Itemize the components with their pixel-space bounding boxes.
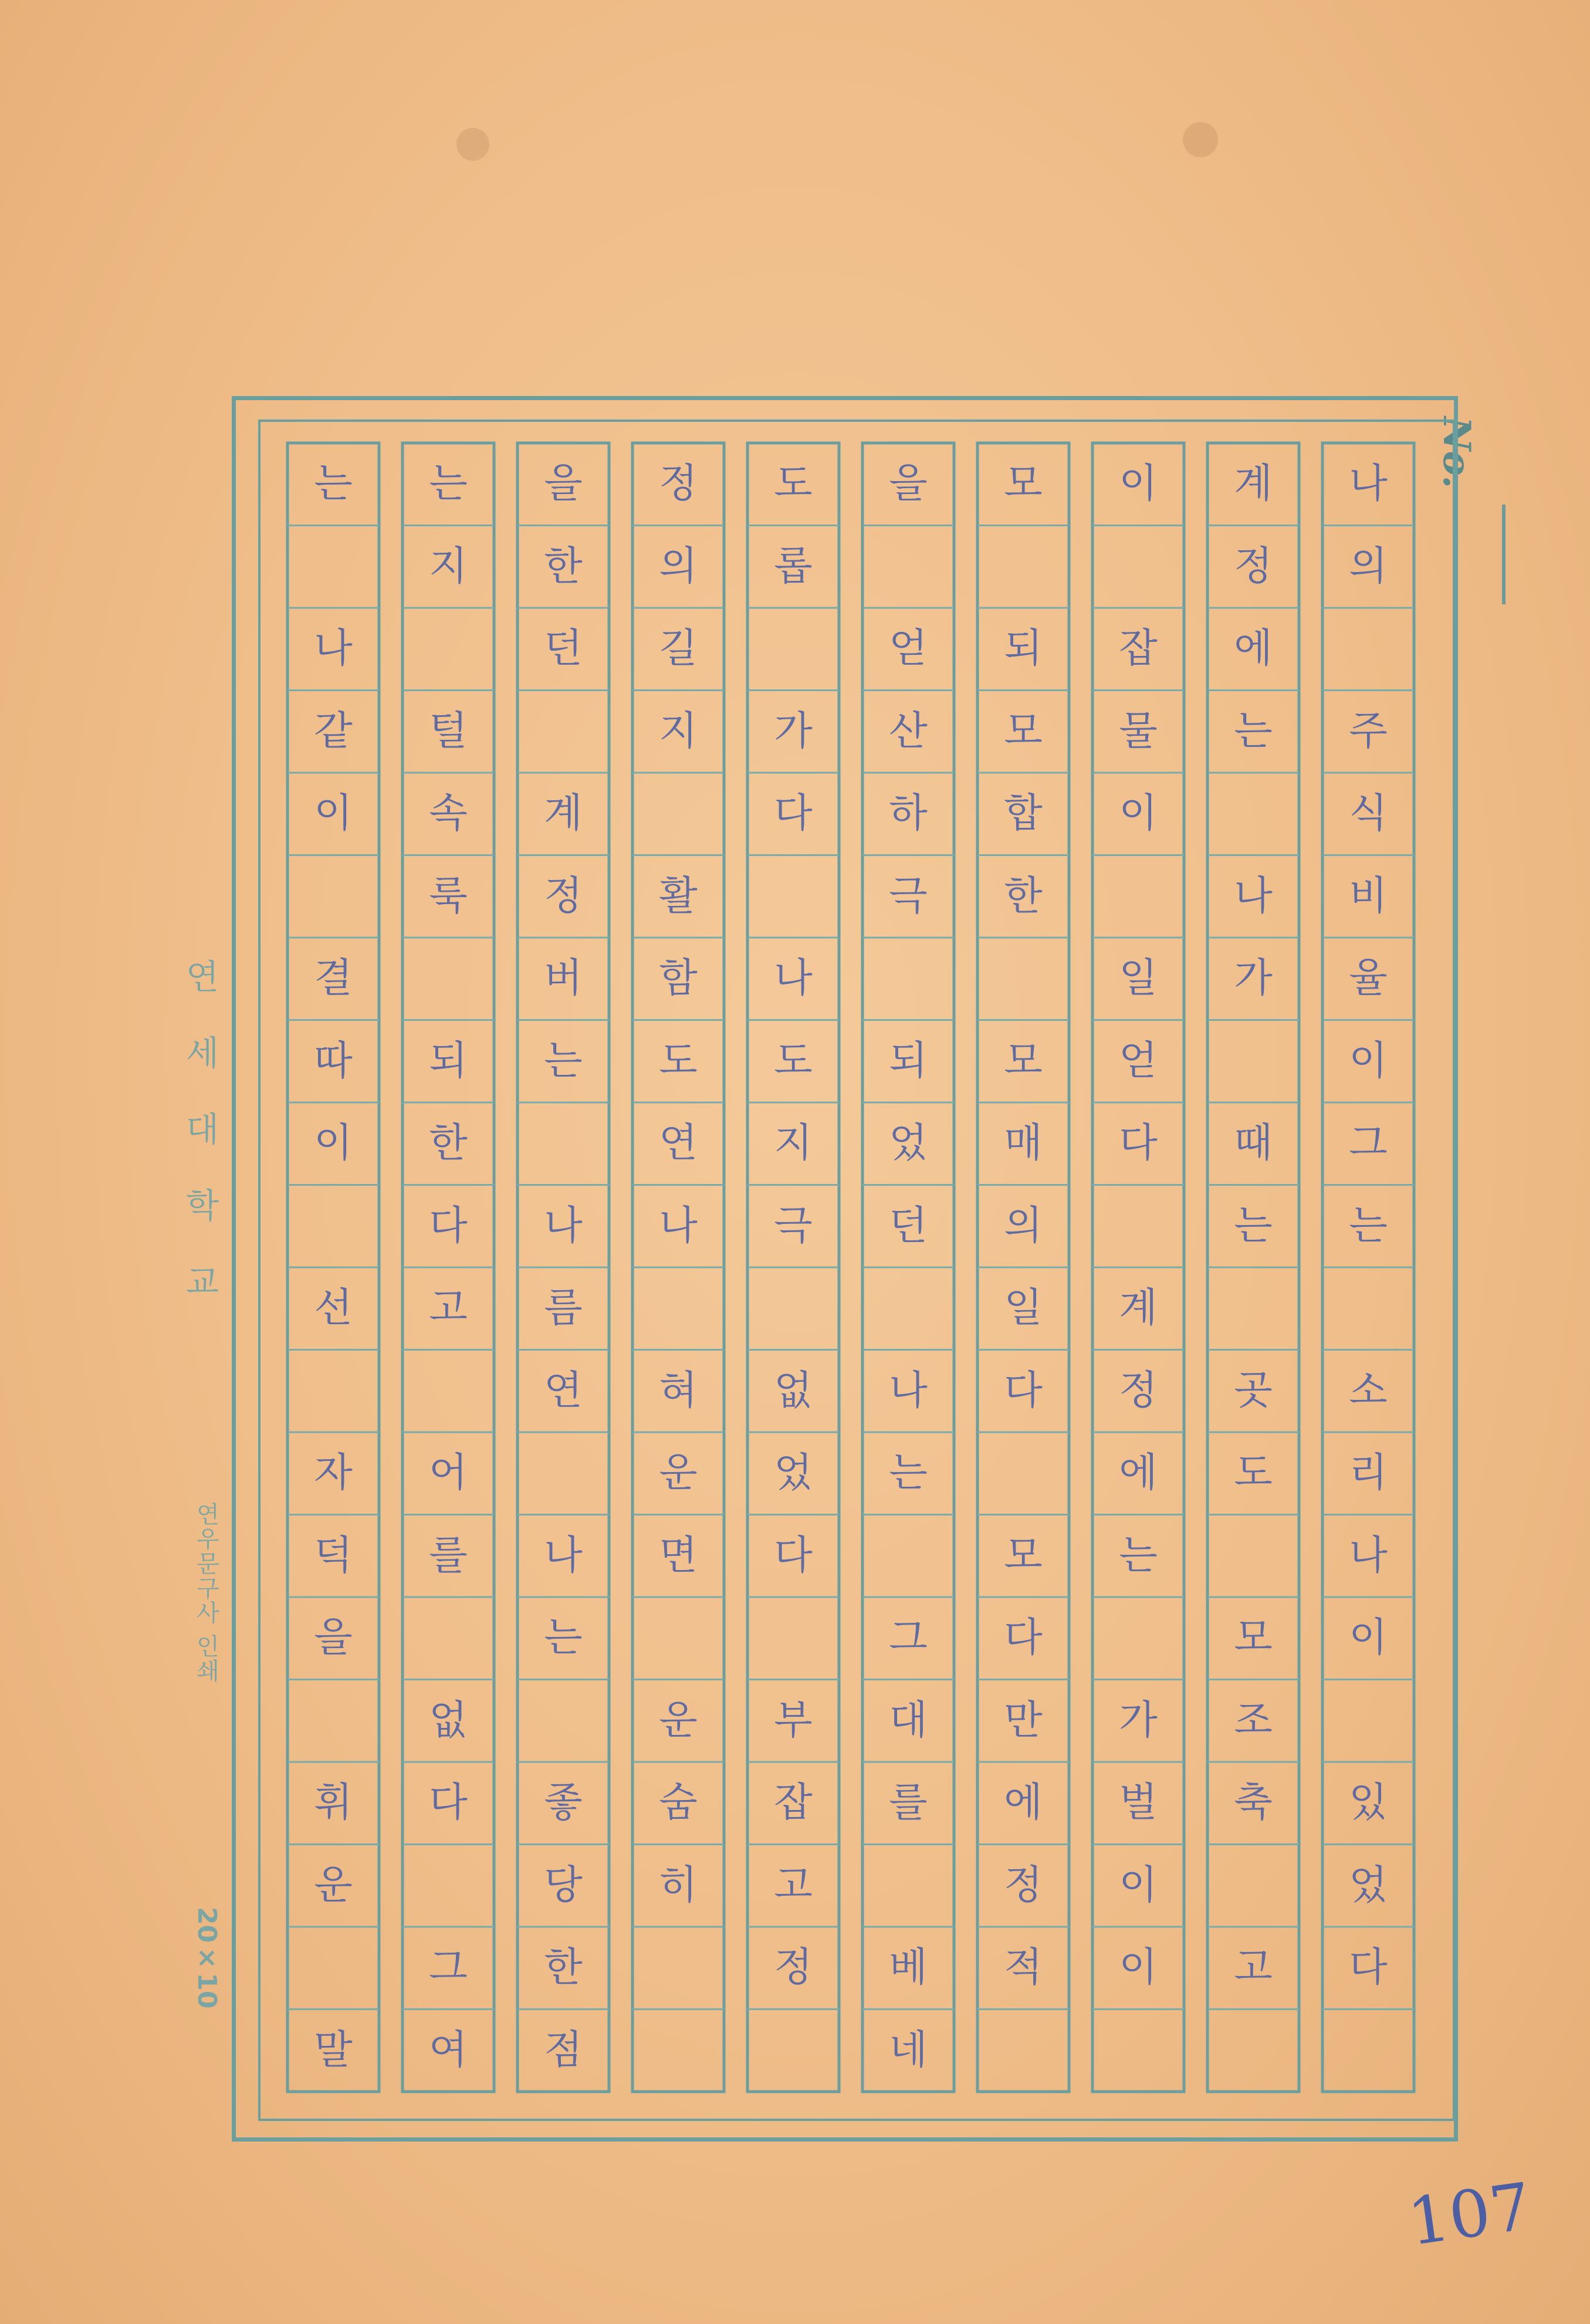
manuscript-cell: 나 <box>774 955 813 1002</box>
manuscript-cell <box>870 1515 946 1598</box>
manuscript-cell: 나 <box>1234 872 1273 919</box>
manuscript-cell: 활 <box>659 872 698 919</box>
manuscript-cell: 결 <box>314 955 353 1002</box>
manuscript-cell: 리 <box>1349 1450 1388 1496</box>
manuscript-cell: 다 <box>429 1780 468 1826</box>
manuscript-cell <box>870 526 946 608</box>
manuscript-cell: 지 <box>659 708 698 755</box>
manuscript-cell <box>755 1597 831 1680</box>
manuscript-cell: 산 <box>889 708 928 755</box>
manuscript-cell: 나 <box>889 1367 928 1414</box>
manuscript-cell: 극 <box>889 872 928 919</box>
manuscript-cell: 숨 <box>659 1780 698 1826</box>
manuscript-cell: 식 <box>1349 790 1388 837</box>
manuscript-cell: 잡 <box>1119 625 1158 672</box>
manuscript-cell <box>1330 1020 1406 1103</box>
manuscript-cell: 연 <box>659 1120 698 1166</box>
manuscript-cell: 다 <box>429 1202 468 1249</box>
university-name <box>176 939 229 1320</box>
manuscript-cell: 벌 <box>1119 1780 1158 1826</box>
manuscript-cell: 을 <box>314 1615 353 1661</box>
university-char: 세 <box>185 1033 219 1073</box>
manuscript-cell: 정 <box>1234 543 1273 590</box>
manuscript-cell <box>525 1680 601 1763</box>
manuscript-cell: 나 <box>659 1202 698 1249</box>
manuscript-cell <box>755 1267 831 1350</box>
manuscript-cell: 운 <box>314 1862 353 1909</box>
manuscript-column <box>870 443 946 2073</box>
manuscript-cell <box>410 608 486 691</box>
manuscript-cell: 연 <box>544 1367 583 1414</box>
manuscript-cell: 는 <box>544 1615 583 1661</box>
manuscript-cell <box>755 855 831 938</box>
manuscript-cell: 덕 <box>314 1532 353 1579</box>
manuscript-cell: 물 <box>1119 708 1158 755</box>
manuscript-cell: 소 <box>1349 1367 1388 1414</box>
manuscript-cell: 따 <box>314 1037 353 1084</box>
manuscript-column <box>1215 443 1291 2010</box>
manuscript-cell: 이 <box>1119 1944 1158 1991</box>
manuscript-cell: 다 <box>1004 1367 1043 1414</box>
manuscript-cell: 자 <box>314 1450 353 1496</box>
manuscript-cell: 같 <box>314 708 353 755</box>
manuscript-cell: 계 <box>544 790 583 837</box>
manuscript-cell: 운 <box>659 1697 698 1744</box>
manuscript-cell: 를 <box>889 1780 928 1826</box>
manuscript-cell <box>1100 1597 1176 1680</box>
manuscript-cell: 주 <box>1349 708 1388 755</box>
manuscript-cell: 가 <box>1119 1697 1158 1744</box>
manuscript-cell: 점 <box>544 2027 583 2073</box>
manuscript-cell <box>870 1845 946 1927</box>
manuscript-cell: 지 <box>774 1120 813 1166</box>
manuscript-cell: 의 <box>659 543 698 590</box>
manuscript-column <box>755 443 831 2010</box>
manuscript-cell: 얻 <box>889 625 928 672</box>
manuscript-cell: 털 <box>429 708 468 755</box>
manuscript-cell: 매 <box>1004 1120 1043 1166</box>
manuscript-cell: 다 <box>1004 1615 1043 1661</box>
manuscript-cell: 나 <box>314 625 353 672</box>
manuscript-cell <box>295 1185 371 1268</box>
manuscript-cell: 의 <box>1004 1202 1043 1249</box>
manuscript-column <box>525 443 601 2092</box>
manuscript-cell: 계 <box>1119 1285 1158 1331</box>
manuscript-cell <box>295 1927 371 2010</box>
paper-size-label: 20×10 <box>192 1907 222 2009</box>
manuscript-cell: 정 <box>659 461 698 507</box>
manuscript-cell: 나 <box>1349 461 1388 507</box>
manuscript-cell <box>1100 855 1176 938</box>
manuscript-cell <box>410 1597 486 1680</box>
manuscript-cell: 모 <box>1234 1615 1273 1661</box>
manuscript-cell: 합 <box>1004 790 1043 837</box>
manuscript-cell: 다 <box>1349 1944 1388 1991</box>
manuscript-column <box>985 443 1061 2010</box>
manuscript-cell: 을 <box>889 461 928 507</box>
manuscript-column <box>640 443 716 2010</box>
manuscript-cell: 을 <box>544 461 583 507</box>
manuscript-cell <box>525 1432 601 1515</box>
manuscript-cell: 던 <box>544 625 583 672</box>
manuscript-cell <box>1215 1020 1291 1103</box>
manuscript-cell: 휘 <box>314 1780 353 1826</box>
manuscript-cell: 가 <box>1234 955 1273 1002</box>
manuscript-cell <box>1215 1267 1291 1350</box>
manuscript-cell <box>755 608 831 691</box>
manuscript-cell <box>1100 1185 1176 1268</box>
manuscript-cell: 버 <box>544 955 583 1002</box>
manuscript-cell: 이 <box>314 1120 353 1166</box>
manuscript-cell: 혀 <box>659 1367 698 1414</box>
manuscript-cell: 었 <box>1349 1862 1388 1909</box>
manuscript-cell: 가 <box>774 708 813 755</box>
manuscript-cell: 도 <box>659 1037 698 1084</box>
manuscript-cell: 길 <box>659 625 698 672</box>
manuscript-cell: 다 <box>1119 1120 1158 1166</box>
manuscript-cell: 다 <box>774 790 813 837</box>
manuscript-cell <box>1100 526 1176 608</box>
manuscript-cell: 는 <box>429 461 468 507</box>
manuscript-cell: 이 <box>314 790 353 837</box>
manuscript-cell: 모 <box>1004 1037 1043 1084</box>
manuscript-cell: 당 <box>544 1862 583 1909</box>
manuscript-cell: 는 <box>314 461 353 507</box>
manuscript-cell: 정 <box>1119 1367 1158 1414</box>
manuscript-cell: 없 <box>429 1697 468 1744</box>
manuscript-cell: 어 <box>429 1450 468 1496</box>
manuscript-cell: 때 <box>1234 1120 1273 1166</box>
manuscript-cell: 조 <box>1234 1697 1273 1744</box>
university-char: 연 <box>185 957 219 997</box>
manuscript-cell: 계 <box>1234 461 1273 507</box>
manuscript-column <box>295 443 371 2092</box>
manuscript-cell: 비 <box>1349 872 1388 919</box>
manuscript-cell: 도 <box>1234 1450 1273 1496</box>
manuscript-cell: 나 <box>544 1202 583 1249</box>
manuscript-cell <box>1215 773 1291 855</box>
manuscript-cell <box>1330 1267 1406 1350</box>
manuscript-cell: 한 <box>429 1120 468 1166</box>
manuscript-cell: 여 <box>429 2027 468 2073</box>
manuscript-cell: 지 <box>429 543 468 590</box>
manuscript-cell: 면 <box>659 1532 698 1579</box>
manuscript-cell: 없 <box>774 1367 813 1414</box>
manuscript-cell: 는 <box>1349 1202 1388 1249</box>
manuscript-cell: 도 <box>774 461 813 507</box>
manuscript-column <box>410 443 486 2092</box>
page-number: 107 <box>1403 2169 1536 2260</box>
manuscript-cell: 는 <box>1234 708 1273 755</box>
manuscript-cell: 모 <box>1004 708 1043 755</box>
manuscript-cell: 되 <box>1004 625 1043 672</box>
manuscript-cell: 이 <box>1119 1862 1158 1909</box>
manuscript-cell: 나 <box>544 1532 583 1579</box>
manuscript-cell: 대 <box>889 1697 928 1744</box>
manuscript-cell: 이 <box>1119 790 1158 837</box>
manuscript-cell: 함 <box>659 955 698 1002</box>
manuscript-cell <box>1330 608 1406 691</box>
manuscript-cell: 정 <box>774 1944 813 1991</box>
manuscript-cell: 선 <box>314 1285 353 1331</box>
number-label: No. <box>1435 417 1479 489</box>
manuscript-cell <box>1215 1845 1291 1927</box>
manuscript-cell: 속 <box>429 790 468 837</box>
manuscript-cell: 모 <box>1004 1532 1043 1579</box>
manuscript-cell: 고 <box>429 1285 468 1331</box>
manuscript-cell: 정 <box>1004 1862 1043 1909</box>
manuscript-cell <box>525 1102 601 1185</box>
manuscript-cell <box>1215 1515 1291 1598</box>
manuscript-column <box>1100 443 1176 2010</box>
manuscript-cell <box>410 1350 486 1433</box>
manuscript-cell: 히 <box>659 1862 698 1909</box>
manuscript-cell: 를 <box>429 1532 468 1579</box>
manuscript-cell <box>640 1597 716 1680</box>
manuscript-cell <box>870 1267 946 1350</box>
manuscript-cell: 그 <box>889 1615 928 1661</box>
manuscript-cell: 이 <box>1119 461 1158 507</box>
manuscript-cell: 었 <box>774 1450 813 1496</box>
manuscript-cell: 는 <box>1234 1202 1273 1249</box>
manuscript-cell <box>640 1267 716 1350</box>
manuscript-cell: 의 <box>1349 543 1388 590</box>
manuscript-cell <box>985 1432 1061 1515</box>
manuscript-cell: 만 <box>1004 1697 1043 1744</box>
university-char: 대 <box>185 1109 219 1149</box>
manuscript-cell <box>1330 1680 1406 1763</box>
manuscript-cell <box>640 1927 716 2010</box>
manuscript-cell: 한 <box>1004 872 1043 919</box>
university-char: 학 <box>185 1186 219 1226</box>
manuscript-cell: 도 <box>774 1037 813 1084</box>
manuscript-cell <box>295 855 371 938</box>
manuscript-cell: 그 <box>429 1944 468 1991</box>
manuscript-cell: 좋 <box>544 1780 583 1826</box>
manuscript-cell <box>410 1845 486 1927</box>
manuscript-cell: 는 <box>889 1450 928 1496</box>
manuscript-cell: 는 <box>1119 1532 1158 1579</box>
manuscript-cell: 하 <box>889 790 928 837</box>
manuscript-cell <box>525 691 601 773</box>
manuscript-cell: 되 <box>429 1037 468 1084</box>
manuscript-cell: 운 <box>659 1450 698 1496</box>
manuscript-cell <box>295 526 371 608</box>
manuscript-cell: 롭 <box>774 543 813 590</box>
manuscript-cell <box>870 938 946 1020</box>
manuscript-cell: 에 <box>1234 625 1273 672</box>
manuscript-cell <box>985 526 1061 608</box>
manuscript-cell: 정 <box>544 872 583 919</box>
manuscript-cell: 말 <box>314 2027 353 2073</box>
manuscript-cell <box>640 773 716 855</box>
manuscript-cell: 극 <box>774 1202 813 1249</box>
manuscript-cell <box>295 1350 371 1433</box>
manuscript-cell: 름 <box>544 1285 583 1331</box>
manuscript-cell: 모 <box>1004 461 1043 507</box>
manuscript-cell: 었 <box>889 1120 928 1166</box>
manuscript-cell: 에 <box>1004 1780 1043 1826</box>
manuscript-cell: 나 <box>1349 1532 1388 1579</box>
manuscript-cell: 일 <box>1119 955 1158 1002</box>
manuscript-cell: 있 <box>1349 1780 1388 1826</box>
manuscript-cell <box>410 938 486 1020</box>
manuscript-cell: 한 <box>544 543 583 590</box>
manuscript-cell: 되 <box>889 1037 928 1084</box>
manuscript-cell: 적 <box>1004 1944 1043 1991</box>
manuscript-cell: 룩 <box>429 872 468 919</box>
manuscript-cell: 율이 <box>1349 955 1388 1084</box>
manuscript-cell: 이 <box>1349 1615 1388 1661</box>
manuscript-cell: 한 <box>544 1944 583 1991</box>
manuscript-cell <box>985 938 1061 1020</box>
manuscript-cell: 얻 <box>1119 1037 1158 1084</box>
manuscript-cell: 에 <box>1119 1450 1158 1496</box>
printer-label: 연우문구사 인쇄 <box>192 1502 219 1683</box>
manuscript-cell: 일 <box>1004 1285 1043 1331</box>
manuscript-cell: 곳 <box>1234 1367 1273 1414</box>
manuscript-cell: 고 <box>1234 1944 1273 1991</box>
manuscript-cell: 축 <box>1234 1780 1273 1826</box>
manuscript-cell: 는 <box>544 1037 583 1084</box>
manuscript-cell: 다 <box>774 1532 813 1579</box>
manuscript-cell: 베네 <box>889 1944 928 2073</box>
university-char: 교 <box>185 1262 219 1302</box>
manuscript-cell: 그 <box>1349 1120 1388 1166</box>
manuscript-cell <box>295 1680 371 1763</box>
manuscript-cell: 잡 <box>774 1780 813 1826</box>
manuscript-cell: 고 <box>774 1862 813 1909</box>
manuscript-cell: 부 <box>774 1697 813 1744</box>
manuscript-column <box>1330 443 1406 2010</box>
manuscript-cell: 던 <box>889 1202 928 1249</box>
